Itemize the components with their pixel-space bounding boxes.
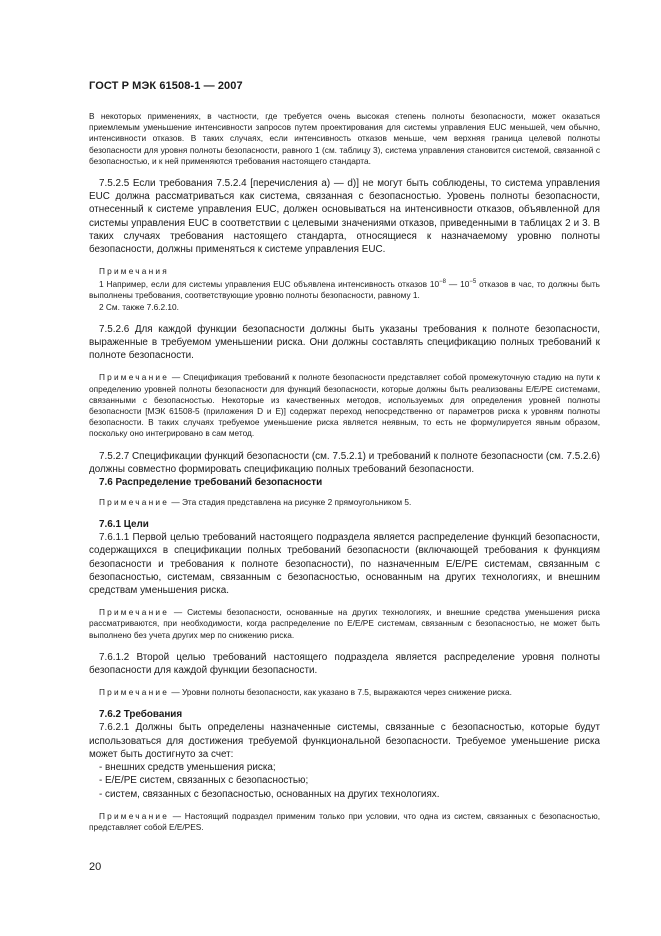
paragraph-7-6-1-1: 7.6.1.1 Первой целью требований настоящего подраздела является распределение функций безопасности, содержащихся в спецификации полных требований безопасности (включающей требования к функциям безопасности и требования к полноте безопасности), по назначенным E/E/PE системам, связанным с безопасностью, системам, связанным с безопасностью, основанным на других технологиях, и внешним средствам уменьшения риска. xyxy=(89,532,600,597)
paragraph-intro: В некоторых применениях, в частности, где требуется очень высокая степень полноты безопасности, может оказаться приемлемым уменьшение интенсивности запросов путем проектирования для системы управления EUC меньшей, чем обычно, интенсивности отказов. В таких случаях, если интенсивность отказов меньше, чем верхняя граница целевой полноты безопасности для уровня полноты безопасности, равного 1 (см. таблицу 3), система управления становится системой, связанной с безопасностью, и к ней применяются требования настоящего стандарта. xyxy=(89,111,600,166)
paragraph-7-5-2-6: 7.5.2.6 Для каждой функции безопасности должны быть указаны требования к полноте безопасности, выраженные в требуемом уменьшении риска. Они должны составлять спецификацию полных требований к полноте безопасности. xyxy=(89,323,600,362)
paragraph-7-6-1-2: 7.6.1.2 Второй целью требований настоящего подраздела является распределение уровня полноты безопасности для каждой функции безопасности. xyxy=(89,651,600,677)
note-stage: Примечание — Эта стадия представлена на рисунке 2 прямоугольником 5. xyxy=(99,497,412,508)
note-2: 2 См. также 7.6.2.10. xyxy=(99,301,179,312)
list-item: - систем, связанных с безопасностью, основанных на других технологиях. xyxy=(99,788,440,800)
section-heading-7-6-2: 7.6.2 Требования xyxy=(99,709,183,721)
list-item: - внешних средств уменьшения риска; xyxy=(99,762,276,774)
note-requirements-spec: Примечание — Спецификация требований к полноте безопасности представляет собой промежуточную стадию на пути к определению уровней полноты безопасности для функций безопасности, которые должны быть реализованы E/E/PE системами, связанными с безопасностью. Некоторые из качественных методов, используемых для определения уровней полноты безопасности [МЭК 61508-5 (приложения D и Е)] содержат переход непосредственно от параметров риска к уровням полноты безопасности. В таких случаях требуемое уменьшение риска является неявным, то есть не формулируется явным образом, поскольку оно интегрировано в сам метод. xyxy=(89,372,600,439)
paragraph-7-5-2-7: 7.5.2.7 Спецификации функций безопасности (см. 7.5.2.1) и требований к полноте безопасности (см. 7.5.2.6) должны совместно формировать спецификацию полных требований безопасности. xyxy=(89,450,600,475)
section-heading-7-6: 7.6 Распределение требований безопасности xyxy=(99,477,323,489)
paragraph-7-6-2-1: 7.6.2.1 Должны быть определены назначенные системы, связанные с безопасностью, которые будут использоваться для достижения требуемой функциональной безопасности. Требуемое уменьшение риска может быть достигнуто за счет: xyxy=(89,722,600,760)
notes-title: Примечания xyxy=(99,266,169,277)
note-eepes: Примечание — Настоящий подраздел применим только при условии, что одна из систем, связанных с безопасностью, представляет собой E/E/PES. xyxy=(89,810,600,832)
section-heading-7-6-1: 7.6.1 Цели xyxy=(99,519,149,531)
page-number: 20 xyxy=(89,861,102,873)
list-item: - E/E/PE систем, связанных с безопасностью; xyxy=(99,775,309,787)
paragraph-7-5-2-5: 7.5.2.5 Если требования 7.5.2.4 [перечисления а) — d)] не могут быть соблюдены, то система управления EUC должна рассматриваться как система, связанная с безопасностью. Уровень полноты безопасности, отнесенный к системе управления EUC, должен основываться на интенсивности отказов, объявленной для системы управления EUC в соответствии с целевыми значениями отказов, приведенными в таблицах 2 и 3. В таких случаях требования настоящего стандарта, относящиеся к назначаемому уровню полноты безопасности, должны применяться к системе управления EUC. xyxy=(89,178,600,256)
document-header: ГОСТ Р МЭК 61508-1 — 2007 xyxy=(89,80,243,92)
note-1: 1 Например, если для системы управления EUC объявлена интенсивность отказов $10^{-8}$ — $10^{-5}$ отказов в час, то должны быть выполнены требования, соответствующие уровню полноты безопасности, равному 1. xyxy=(89,279,600,301)
document-page xyxy=(89,80,600,833)
note-sil: Примечание — Уровни полноты безопасности, как указано в 7.5, выражаются через снижение риска. xyxy=(99,687,512,698)
note-other-technologies: Примечание — Системы безопасности, основанные на других технологиях, и внешние средства уменьшения риска рассматриваются, при необходимости, когда распределение по E/E/PE системам, связанным с безопасностью, не может быть выполнено без учета других мер по снижению риска. xyxy=(89,607,600,640)
